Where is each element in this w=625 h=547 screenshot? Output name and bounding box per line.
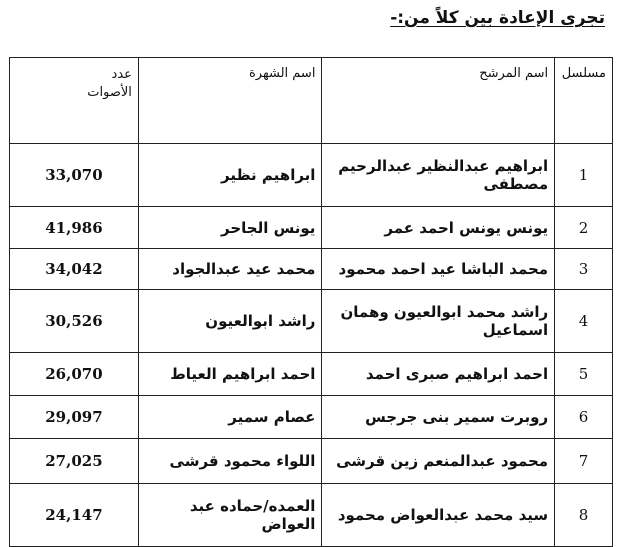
- cell-serial: 6: [555, 396, 613, 439]
- cell-votes: 30,526: [10, 290, 139, 353]
- header-candidate-name: اسم المرشح: [322, 58, 555, 144]
- table-row: [10, 484, 613, 547]
- cell-votes: 27,025: [10, 439, 139, 484]
- table-row: [10, 207, 613, 249]
- page-heading: تجرى الإعادة بين كلاً من:-: [390, 8, 605, 28]
- cell-votes: 34,042: [10, 249, 139, 290]
- cell-candidate-name: احمد ابراهيم صبرى احمد: [322, 353, 555, 396]
- cell-votes: 26,070: [10, 353, 139, 396]
- cell-candidate-name: محمود عبدالمنعم زين قرشى: [322, 439, 555, 484]
- cell-candidate-name: ابراهيم عبدالنظير عبدالرحيم مصطفى: [322, 144, 555, 207]
- header-votes: [10, 58, 139, 144]
- cell-known-as: راشد ابوالعيون: [138, 290, 322, 353]
- table-row: [10, 439, 613, 484]
- header-known-as: اسم الشهرة: [138, 58, 322, 144]
- header-votes-line2: الأصوات: [87, 85, 132, 100]
- cell-serial: 7: [555, 439, 613, 484]
- cell-serial: 8: [555, 484, 613, 547]
- cell-candidate-name: سيد محمد عبدالعواض محمود: [322, 484, 555, 547]
- header-votes-line1: عدد: [111, 67, 132, 82]
- table-row: [10, 353, 613, 396]
- cell-votes: 24,147: [10, 484, 139, 547]
- cell-candidate-name: روبرت سمير بنى جرجس: [322, 396, 555, 439]
- cell-serial: 4: [555, 290, 613, 353]
- cell-serial: 2: [555, 207, 613, 249]
- cell-known-as: يونس الجاحر: [138, 207, 322, 249]
- cell-known-as: محمد عيد عبدالجواد: [138, 249, 322, 290]
- cell-votes: 33,070: [10, 144, 139, 207]
- cell-known-as: عصام سمير: [138, 396, 322, 439]
- cell-known-as: العمده/حماده عبد العواض: [138, 484, 322, 547]
- cell-known-as: اللواء محمود قرشى: [138, 439, 322, 484]
- cell-known-as: ابراهيم نظير: [138, 144, 322, 207]
- cell-serial: 5: [555, 353, 613, 396]
- header-serial: مسلسل: [555, 58, 613, 144]
- cell-serial: 3: [555, 249, 613, 290]
- cell-serial: 1: [555, 144, 613, 207]
- table-row: [10, 144, 613, 207]
- cell-candidate-name: محمد الباشا عيد احمد محمود: [322, 249, 555, 290]
- table-header-row: [10, 58, 613, 144]
- runoff-candidates-table: [9, 57, 613, 547]
- table-row: [10, 396, 613, 439]
- table-row: [10, 249, 613, 290]
- table-row: [10, 290, 613, 353]
- cell-candidate-name: راشد محمد ابوالعيون وهمان اسماعيل: [322, 290, 555, 353]
- cell-candidate-name: يونس يونس احمد عمر: [322, 207, 555, 249]
- cell-votes: 41,986: [10, 207, 139, 249]
- cell-votes: 29,097: [10, 396, 139, 439]
- cell-known-as: احمد ابراهيم العياط: [138, 353, 322, 396]
